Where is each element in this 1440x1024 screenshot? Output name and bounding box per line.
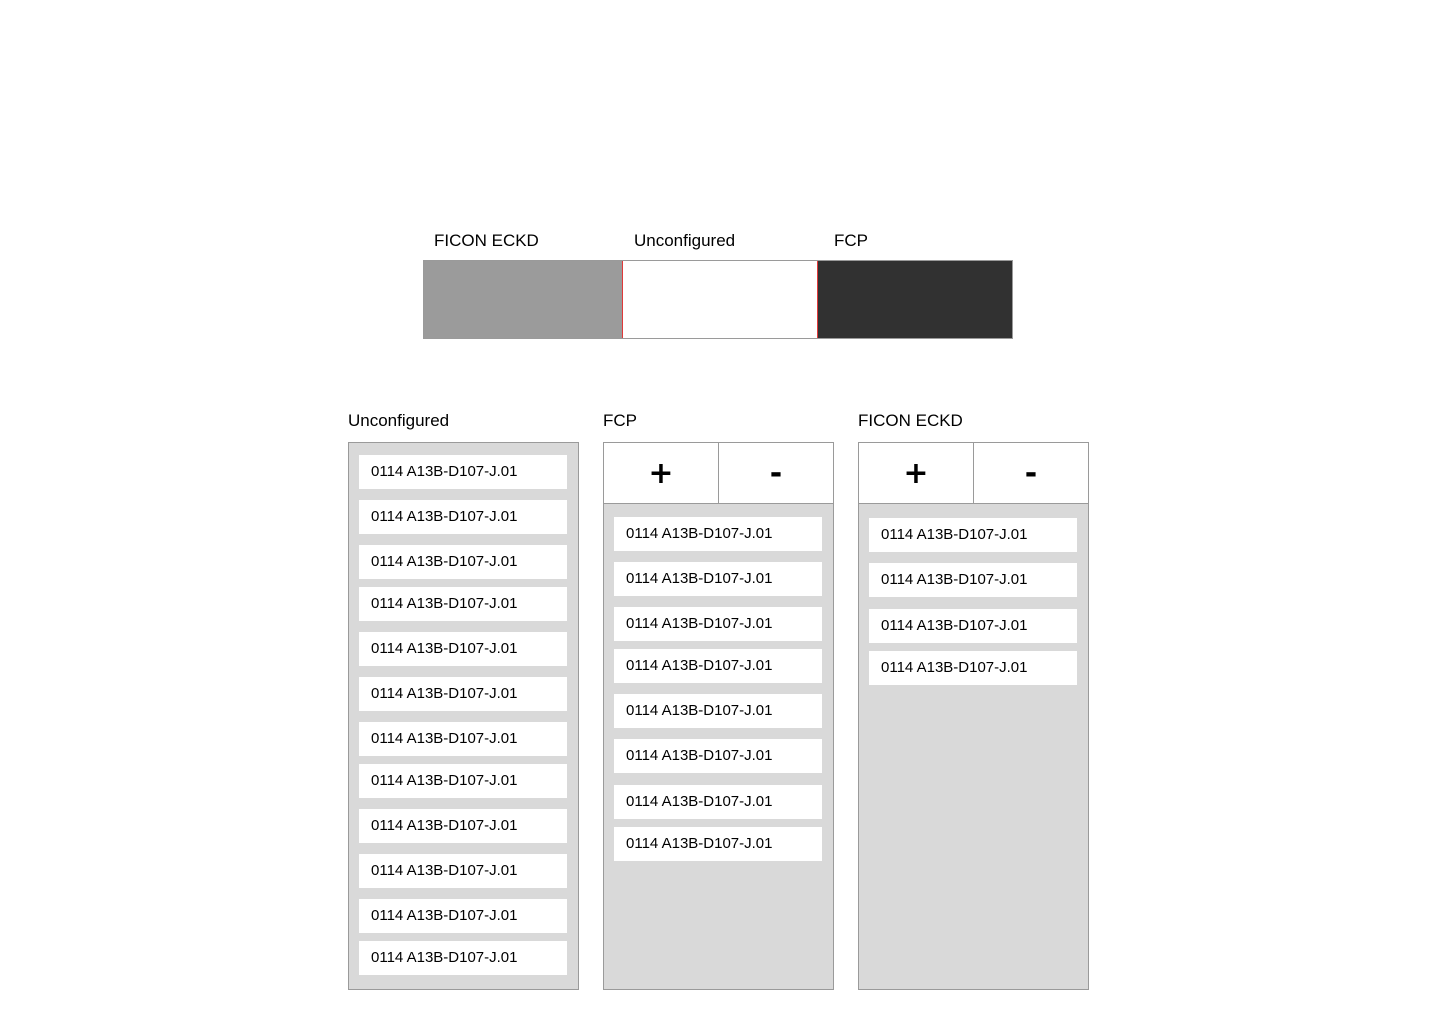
list-item[interactable]: 0114 A13B-D107-J.01 — [869, 609, 1077, 643]
ficon-eckd-controls — [859, 443, 1088, 504]
list-item[interactable]: 0114 A13B-D107-J.01 — [614, 649, 822, 683]
list-item[interactable]: 0114 A13B-D107-J.01 — [869, 563, 1077, 597]
list-item[interactable]: 0114 A13B-D107-J.01 — [869, 651, 1077, 685]
list-item[interactable]: 0114 A13B-D107-J.01 — [359, 764, 567, 798]
list-item[interactable]: 0114 A13B-D107-J.01 — [359, 632, 567, 666]
panel-title-fcp: FCP — [603, 411, 637, 430]
list-item[interactable]: 0114 A13B-D107-J.01 — [614, 785, 822, 819]
allocation-segment-fcp — [817, 261, 1012, 338]
list-item[interactable]: 0114 A13B-D107-J.01 — [869, 518, 1077, 552]
ficon-eckd-list-panel[interactable] — [858, 442, 1089, 990]
list-item[interactable]: 0114 A13B-D107-J.01 — [614, 607, 822, 641]
list-item[interactable]: 0114 A13B-D107-J.01 — [614, 827, 822, 861]
list-item[interactable]: 0114 A13B-D107-J.01 — [614, 739, 822, 773]
list-item[interactable]: 0114 A13B-D107-J.01 — [359, 545, 567, 579]
list-item[interactable]: 0114 A13B-D107-J.01 — [359, 809, 567, 843]
panel-title-ficon-eckd: FICON ECKD — [858, 411, 963, 430]
list-item[interactable]: 0114 A13B-D107-J.01 — [359, 455, 567, 489]
fcp-remove-button[interactable]: - — [718, 443, 833, 503]
allocation-bar — [423, 260, 1013, 339]
fcp-list-panel[interactable] — [603, 442, 834, 990]
list-item[interactable]: 0114 A13B-D107-J.01 — [359, 854, 567, 888]
segment-label-unconfigured: Unconfigured — [634, 231, 736, 250]
ficon-eckd-remove-button[interactable]: - — [973, 443, 1088, 503]
list-item[interactable]: 0114 A13B-D107-J.01 — [359, 587, 567, 621]
list-item[interactable]: 0114 A13B-D107-J.01 — [359, 941, 567, 975]
unconfigured-list-panel[interactable] — [348, 442, 579, 990]
list-item[interactable]: 0114 A13B-D107-J.01 — [359, 899, 567, 933]
ficon-eckd-add-button[interactable]: + — [859, 443, 973, 503]
allocation-segment-ficon-eckd — [424, 261, 622, 338]
list-item[interactable]: 0114 A13B-D107-J.01 — [359, 500, 567, 534]
segment-label-ficon-eckd: FICON ECKD — [434, 231, 539, 250]
list-item[interactable]: 0114 A13B-D107-J.01 — [359, 677, 567, 711]
fcp-add-button[interactable]: + — [604, 443, 718, 503]
fcp-controls — [604, 443, 833, 504]
list-item[interactable]: 0114 A13B-D107-J.01 — [614, 694, 822, 728]
list-item[interactable]: 0114 A13B-D107-J.01 — [614, 517, 822, 551]
panel-title-unconfigured: Unconfigured — [348, 411, 450, 430]
list-item[interactable]: 0114 A13B-D107-J.01 — [614, 562, 822, 596]
list-item[interactable]: 0114 A13B-D107-J.01 — [359, 722, 567, 756]
allocation-segment-unconfigured — [622, 261, 817, 338]
segment-label-fcp: FCP — [834, 231, 868, 250]
